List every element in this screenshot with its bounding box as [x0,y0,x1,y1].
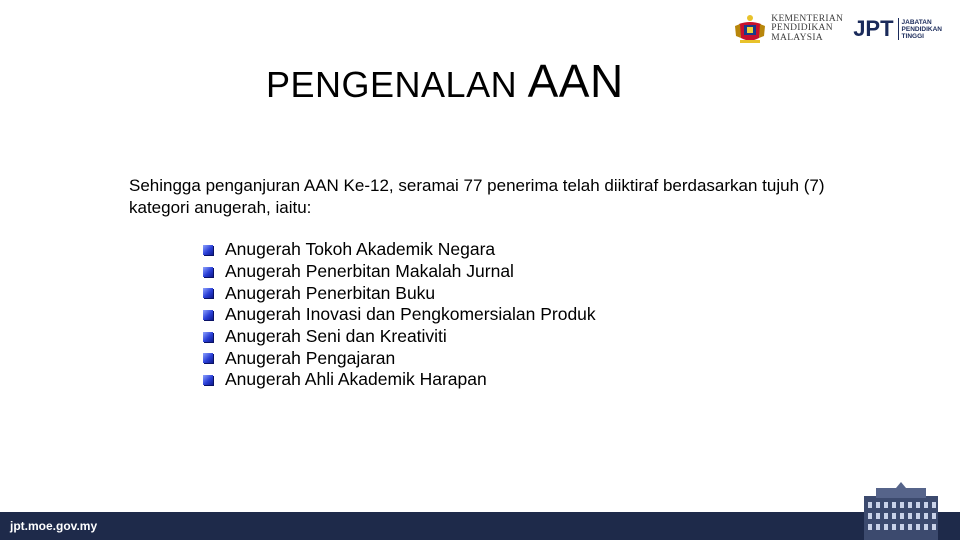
square-bullet-icon [203,245,213,255]
slide-title [266,55,624,108]
list-item [203,369,596,391]
ministry-building-icon [842,482,960,540]
square-bullet-icon [203,267,213,277]
list-item [203,347,596,369]
award-label: Anugerah Ahli Akademik Harapan [225,369,487,390]
footer-bar [0,512,960,540]
slide-title-part2: AAN [527,55,624,107]
jpt-logo: JPT [853,16,894,41]
square-bullet-icon [203,353,213,363]
award-label: Anugerah Penerbitan Makalah Jurnal [225,261,514,282]
square-bullet-icon [203,375,213,385]
footer-url: jpt.moe.gov.my [10,519,98,533]
list-item [203,304,596,326]
award-label: Anugerah Inovasi dan Pengkomersialan Produk [225,304,596,325]
list-item [203,239,596,261]
logo-divider [898,18,899,40]
header-logos [733,12,942,46]
slide-title-part1: PENGENALAN [266,64,528,105]
award-label: Anugerah Seni dan Kreativiti [225,326,447,347]
list-item [203,261,596,283]
list-item [203,326,596,348]
list-item [203,282,596,304]
ministry-logo-text: KEMENTERIAN PENDIDIKAN MALAYSIA [771,13,844,43]
jpt-logo-subtitle: JABATAN PENDIDIKAN TINGGI [901,18,942,40]
award-label: Anugerah Pengajaran [225,347,396,368]
award-category-list [203,239,596,391]
intro-paragraph: Sehingga penganjuran AAN Ke-12, seramai 77 penerima telah diiktiraf berdasarkan tujuh (7) kategori anugerah, iaitu: [129,176,825,217]
award-label: Anugerah Penerbitan Buku [225,282,436,303]
malaysia-coat-of-arms-icon [733,12,767,46]
square-bullet-icon [203,332,213,342]
award-label: Anugerah Tokoh Akademik Negara [225,239,496,260]
square-bullet-icon [203,310,213,320]
square-bullet-icon [203,288,213,298]
